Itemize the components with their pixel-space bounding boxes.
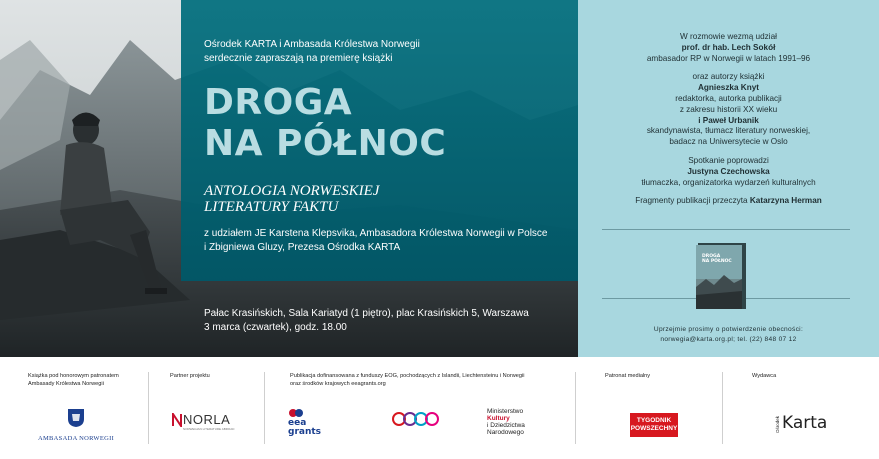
moderator-role: tłumaczka, organizatorka wydarzeń kulturalnych [641, 177, 816, 187]
footer-caption-media: Patronat medialny [605, 373, 651, 379]
guests-line-2: i Zbigniewa Gluzy, Prezesa Ośrodka KARTA [204, 242, 401, 253]
book-cover-title-1: DROGA [702, 254, 721, 259]
footer-caption-patronage: Książka pod honorowym patronatem Ambasady Królestwa Norwegii [28, 373, 119, 387]
karta-logo-text: Karta [782, 413, 828, 433]
venue-line-2: 3 marca (czwartek), godz. 18.00 [204, 322, 347, 333]
author-1-role-1: redaktorka, autorka publikacji [675, 93, 782, 103]
embassy-logo-text: AMBASADA NORWEGII [37, 435, 115, 442]
ministry-text-3: i Dziedzictwa [487, 422, 525, 429]
tygodnik-text-2: POWSZECHNY [630, 425, 678, 432]
reader-line [578, 196, 879, 207]
tygodnik-text-1: TYGODNIK [636, 417, 672, 424]
title-line-1: DROGA [204, 82, 353, 123]
book-subtitle [204, 183, 379, 215]
author-1-role-2: z zakresu historii XX wieku [679, 104, 778, 114]
speaker-1-role: ambasador RP w Norwegii w latach 1991–96 [646, 53, 811, 63]
ministry-text-2: Kultury [487, 415, 510, 422]
footer-caption-partner: Partner projektu [170, 373, 210, 379]
karta-logo-small-text: Ośrodek [775, 416, 780, 434]
funding-program-logo [392, 409, 440, 429]
footer-separator [148, 372, 149, 444]
rsvp-line-2: norwegia@karta.org.pl; tel. (22) 848 07 12 [660, 336, 797, 343]
author-2-role-2: badacz na Uniwersytecie w Oslo [669, 137, 788, 147]
title-line-2: NA PÓŁNOC [204, 123, 447, 164]
ministry-text-1: Ministerstwo [487, 408, 524, 415]
moderator-intro: Spotkanie poprowadzi [688, 155, 769, 165]
karta-logo [775, 412, 835, 438]
ministry-culture-logo [487, 408, 547, 442]
eea-grants-logo [288, 406, 334, 442]
norla-logo-text: NORLA [183, 412, 231, 427]
norway-coat-of-arms-icon [67, 408, 85, 428]
subtitle-line-2: LITERATURY FAKTU [204, 199, 339, 215]
book-cover-title-2: NA PÓŁNOC [702, 259, 732, 264]
venue-line-1: Pałac Krasińskich, Sala Kariatyd (1 piętro), plac Krasińskich 5, Warszawa [204, 308, 529, 319]
tygodnik-powszechny-logo [630, 413, 678, 437]
footer-caption-publisher: Wydawca [752, 373, 777, 379]
embassy-logo [36, 408, 116, 444]
author-2-role-1: skandynawista, tłumacz literatury norweskiej, [646, 126, 811, 136]
subtitle-line-1: ANTOLOGIA NORWESKIEJ [204, 183, 380, 199]
book-title [204, 82, 446, 164]
rsvp-line-1: Uprzejmie prosimy o potwierdzenie obecności: [653, 326, 804, 333]
speaker-1-name: prof. dr hab. Lech Sokół [681, 42, 776, 52]
footer-caption-funding: Publikacja dofinansowana z funduszy EOG, pochodzących z Islandii, Liechtensteinu i Norwegii oraz środków krajowych eeagrants.org [290, 373, 525, 387]
norla-logo-subtext: NORWEGIAN LITERATURE ABROAD [183, 427, 235, 431]
moderator-name: Justyna Czechowska [687, 166, 770, 176]
divider [602, 229, 850, 230]
hosts-line-1: Ośrodek KARTA i Ambasada Królestwa Norwegii [204, 39, 420, 50]
author-1-name: Agnieszka Knyt [698, 83, 759, 93]
venue-info [204, 307, 574, 335]
eea-grants-text-1: eea [288, 418, 307, 428]
speakers-list [578, 32, 879, 207]
book-cover-image [696, 243, 746, 309]
author-2-name: i Paweł Urbanik [698, 115, 759, 125]
hosts-invitation [204, 38, 564, 66]
norla-logo [172, 411, 238, 433]
guests-line-1: z udziałem JE Karstena Klepsvika, Ambasadora Królestwa Norwegii w Polsce [204, 228, 548, 239]
eea-grants-text-2: grants [288, 427, 322, 437]
norla-mark-icon [172, 413, 182, 427]
hosts-line-2: serdecznie zapraszają na premierę książki [204, 53, 393, 64]
ministry-text-4: Narodowego [487, 429, 524, 436]
reader-name: Katarzyna Herman [749, 196, 822, 206]
footer-separator [575, 372, 576, 444]
footer-separator [264, 372, 265, 444]
footer-separator [722, 372, 723, 444]
reader-intro: Fragmenty publikacji przeczyta [635, 196, 750, 206]
rsvp-info [578, 325, 879, 345]
speakers-intro: W rozmowie wezmą udział [680, 32, 777, 41]
authors-intro: oraz autorzy książki [692, 72, 765, 82]
guests-info [204, 227, 574, 255]
